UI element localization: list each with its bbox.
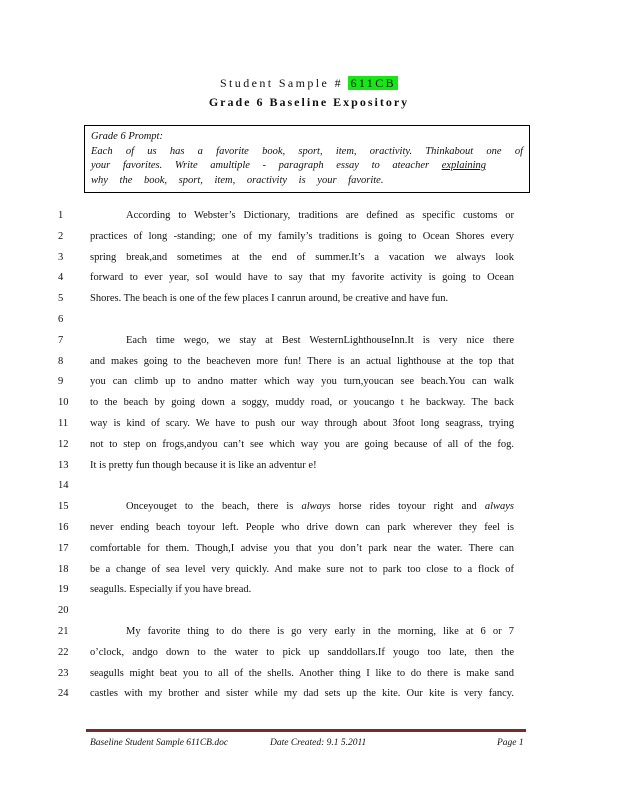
essay-line — [0, 622, 618, 642]
line-text: way is kind of scary. We have to push our way through about 3foot long seagrass, trying — [90, 418, 514, 429]
line-text: spring break,and sometimes at the end of summer.It’s a vacation we always look — [90, 251, 514, 263]
line-text: Shores. The beach is one of the few places I canrun around, be creative and have fun. — [90, 293, 449, 305]
document-subtitle: Grade 6 Baseline Expository — [208, 95, 410, 109]
prompt-box — [84, 125, 530, 193]
essay-line — [0, 684, 618, 704]
essay-line — [0, 518, 618, 538]
line-number: 24 — [58, 688, 69, 700]
footer-page-number: Page 1 — [497, 738, 524, 748]
line-number: 4 — [58, 272, 64, 284]
line-number: 6 — [58, 314, 64, 325]
essay-line — [0, 268, 618, 288]
line-text: Onceyouget to the beach, there is always horse rides toyour right and always — [126, 501, 514, 513]
line-text: you can climb up to andno matter which way you turn,youcan see beach.You can walk — [90, 376, 514, 388]
line-number: 16 — [58, 522, 69, 533]
line-number: 14 — [58, 480, 69, 492]
line-text: to the beach by going down a soggy, muddy road, or youcango t he backway. The back — [90, 397, 514, 409]
title-code-highlight: 611CB — [350, 76, 397, 90]
line-number: 19 — [58, 584, 69, 596]
line-number: 1 — [58, 210, 64, 221]
line-number: 13 — [58, 459, 69, 471]
essay-line — [0, 456, 618, 476]
line-text: It is pretty fun though because it is like an adventur e! — [90, 459, 317, 471]
line-number: 9 — [58, 376, 64, 388]
essay-line — [0, 601, 618, 621]
essay-line — [0, 206, 618, 226]
line-text: never ending beach toyour left. People who drive down can park wherever they feel is — [90, 522, 514, 533]
prompt-line-3-text: your favorites. Write amultiple - paragraph essay to ateacher — [91, 160, 430, 171]
essay-line — [0, 580, 618, 600]
essay-line — [0, 664, 618, 684]
line-number: 3 — [58, 251, 64, 263]
essay-line — [0, 643, 618, 663]
line-text: seagulls. Especially if you have bread. — [90, 584, 252, 596]
essay-line — [0, 476, 618, 496]
essay-line — [0, 372, 618, 392]
prompt-line-4: why the book, sport, item, oractivity is your favorite. — [91, 174, 384, 186]
line-text: be a change of sea level very quickly. And make sure not to park too close to a flock of — [90, 563, 514, 575]
line-text: not to step on frogs,andyou can’t see which way you are going because of all of the fog. — [90, 438, 514, 450]
line-number: 11 — [58, 418, 69, 429]
prompt-line-2: Each of us has a favorite book, sport, item, oractivity. Thinkabout one of — [91, 145, 523, 157]
line-number: 7 — [58, 334, 64, 346]
line-number: 10 — [58, 397, 69, 409]
line-number: 2 — [58, 230, 64, 242]
prompt-underlined-word: explaining — [441, 160, 487, 171]
line-text: According to Webster’s Dictionary, traditions are defined as specific customs or — [126, 210, 514, 221]
emphasis-word: always — [484, 501, 514, 513]
essay-line — [0, 310, 618, 330]
essay-line — [0, 560, 618, 580]
emphasis-word: always — [301, 501, 331, 513]
prompt-line-1: Grade 6 Prompt: — [91, 131, 163, 142]
line-text: forward to ever year, soI would have to say that my favorite activity is going to Ocean — [90, 272, 514, 284]
line-number: 23 — [58, 667, 69, 679]
essay-line — [0, 435, 618, 455]
line-number: 8 — [58, 355, 64, 367]
line-number: 18 — [58, 563, 69, 575]
prompt-line-3 — [91, 159, 523, 174]
line-number: 20 — [58, 605, 69, 617]
line-text: o’clock, andgo down to the water to pick up sanddollars.If yougo too late, then the — [90, 646, 514, 658]
line-number: 22 — [58, 646, 69, 658]
line-text: My favorite thing to do there is go very early in the morning, like at 6 or 7 — [126, 626, 514, 637]
line-text: and makes going to the beacheven more fun! There is an actual lighthouse at the top that — [90, 355, 514, 367]
essay-line — [0, 289, 618, 309]
essay-line — [0, 227, 618, 247]
essay-line — [0, 248, 618, 268]
document-title — [0, 76, 618, 91]
title-prefix: Student Sample # — [219, 76, 349, 90]
line-number: 21 — [58, 626, 69, 637]
line-number: 17 — [58, 542, 69, 554]
line-number: 5 — [58, 293, 64, 305]
line-text: practices of long -standing; one of my family’s traditions is going to Ocean Shores every — [90, 230, 514, 242]
essay-line — [0, 539, 618, 559]
essay-line — [0, 497, 618, 517]
essay-line — [0, 393, 618, 413]
footer-date: Date Created: 9.1 5.2011 — [270, 738, 367, 748]
footer-filename: Baseline Student Sample 611CB.doc — [90, 738, 229, 748]
essay-line — [0, 352, 618, 372]
line-text: Each time wego, we stay at Best WesternLighthouseInn.It is very nice there — [126, 334, 514, 346]
line-number: 12 — [58, 438, 69, 450]
line-text: seagulls might beat you to all of the shells. Another thing I like to do there is make sand — [90, 667, 514, 679]
essay-line — [0, 414, 618, 434]
footer-rule — [86, 729, 526, 732]
line-text: castles with my brother and sister while my dad sets up the kite. Our kite is very fancy. — [90, 688, 514, 700]
essay-line — [0, 331, 618, 351]
line-number: 15 — [58, 501, 69, 513]
line-text: comfortable for them. Though,I advise you that you don’t park near the water. There can — [90, 542, 514, 554]
